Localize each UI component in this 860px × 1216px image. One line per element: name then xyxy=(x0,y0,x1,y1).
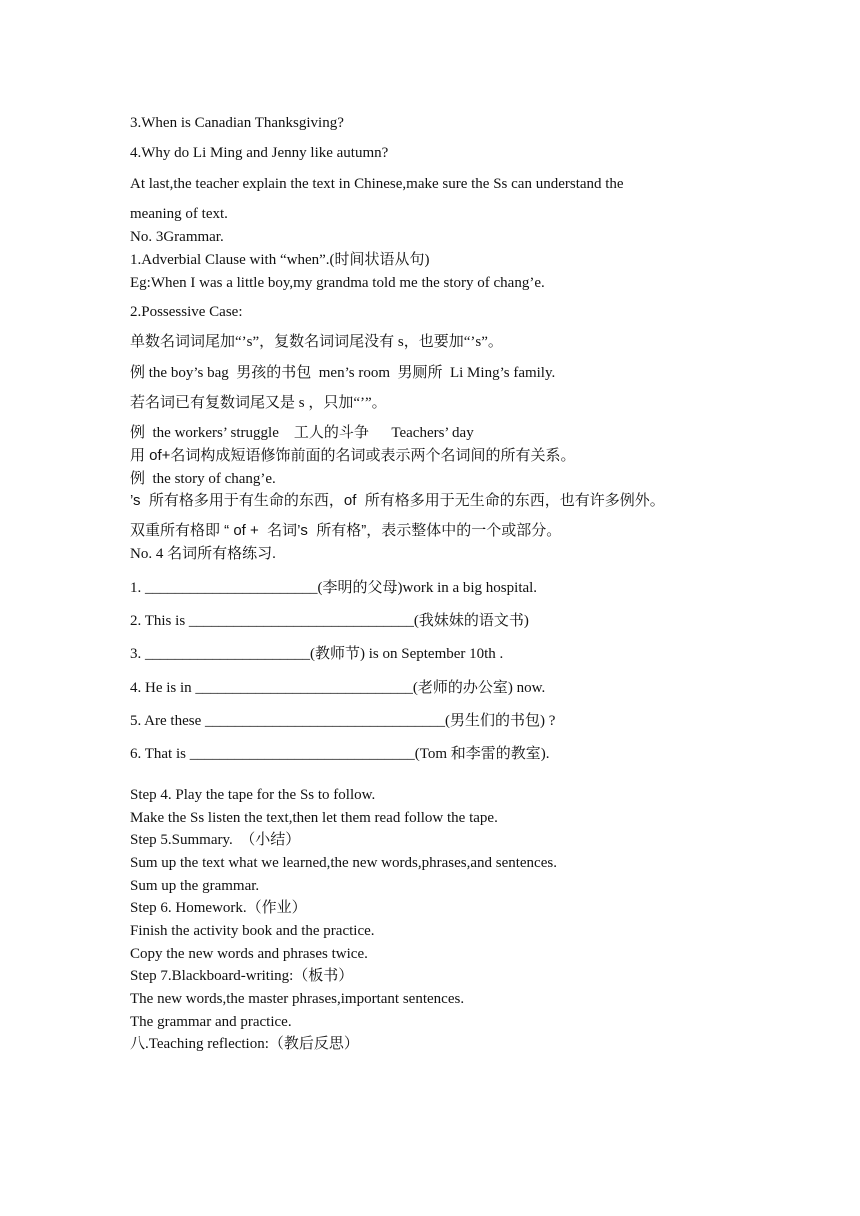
question-4: 4.Why do Li Ming and Jenny like autumn? xyxy=(130,145,389,161)
step-line: Finish the activity book and the practice. xyxy=(130,923,375,939)
step-line: Sum up the text what we learned,the new words,phrases,and sentences. xyxy=(130,855,557,871)
step-line: Copy the new words and phrases twice. xyxy=(130,946,368,962)
paragraph-line: At last,the teacher explain the text in Chinese,make sure the Ss can understand the xyxy=(130,176,624,192)
example-line: 例 the story of chang’e. xyxy=(130,471,276,487)
step-6-heading: Step 6. Homework.（作业） xyxy=(130,900,307,916)
step-line: Make the Ss listen the text,then let them read follow the tape. xyxy=(130,810,498,826)
grammar-item-2: 2.Possessive Case: xyxy=(130,304,243,320)
example-line: 例 the workers’ struggle 工人的斗争 Teachers’ day xyxy=(130,425,474,441)
example-line: 例 the boy’s bag 男孩的书包 men’s room 男厕所 Li Ming’s family. xyxy=(130,365,556,381)
step-line: Sum up the grammar. xyxy=(130,878,260,894)
step-line: The new words,the master phrases,important sentences. xyxy=(130,991,465,1007)
step-4-heading: Step 4. Play the tape for the Ss to follow. xyxy=(130,787,376,803)
section-heading-grammar: No. 3Grammar. xyxy=(130,229,224,245)
exercise-item-1: 1. _______________________(李明的父母)work in a big hospital. xyxy=(130,580,538,596)
question-3: 3.When is Canadian Thanksgiving? xyxy=(130,115,344,131)
step-5-heading: Step 5.Summary. （小结） xyxy=(130,832,301,848)
exercise-item-6: 6. That is ______________________________(Tom 和李雷的教室). xyxy=(130,746,550,762)
paragraph-line: meaning of text. xyxy=(130,206,228,222)
exercise-item-3: 3. ______________________(教师节) is on September 10th . xyxy=(130,646,504,662)
exercise-item-5: 5. Are these ________________________________(男生们的书包) ? xyxy=(130,713,556,729)
step-7-heading: Step 7.Blackboard-writing:（板书） xyxy=(130,968,354,984)
exercise-item-2: 2. This is ______________________________(我妹妹的语文书) xyxy=(130,613,529,629)
rule-line: ’s 所有格多用于有生命的东西，of 所有格多用于无生命的东西，也有许多例外。 xyxy=(130,492,665,509)
rule-line: 单数名词词尾加“’s”，复数名词词尾没有 s，也要加“’s”。 xyxy=(130,334,503,350)
rule-line: 若名词已有复数词尾又是 s ，只加“’”。 xyxy=(130,395,387,411)
exercise-item-4: 4. He is in _____________________________(老师的办公室) now. xyxy=(130,680,546,696)
example-line: Eg:When I was a little boy,my grandma told me the story of chang’e. xyxy=(130,275,545,291)
teaching-reflection-heading: 八.Teaching reflection:（教后反思） xyxy=(130,1036,359,1052)
rule-line: 用 of+名词构成短语修饰前面的名词或表示两个名词间的所有关系。 xyxy=(130,447,576,464)
grammar-item-1: 1.Adverbial Clause with “when”.(时间状语从句) xyxy=(130,252,430,268)
step-line: The grammar and practice. xyxy=(130,1014,292,1030)
rule-line: 双重所有格即 “ of + 名词’s 所有格”，表示整体中的一个或部分。 xyxy=(130,522,562,539)
section-heading-exercise: No. 4 名词所有格练习. xyxy=(130,546,276,562)
